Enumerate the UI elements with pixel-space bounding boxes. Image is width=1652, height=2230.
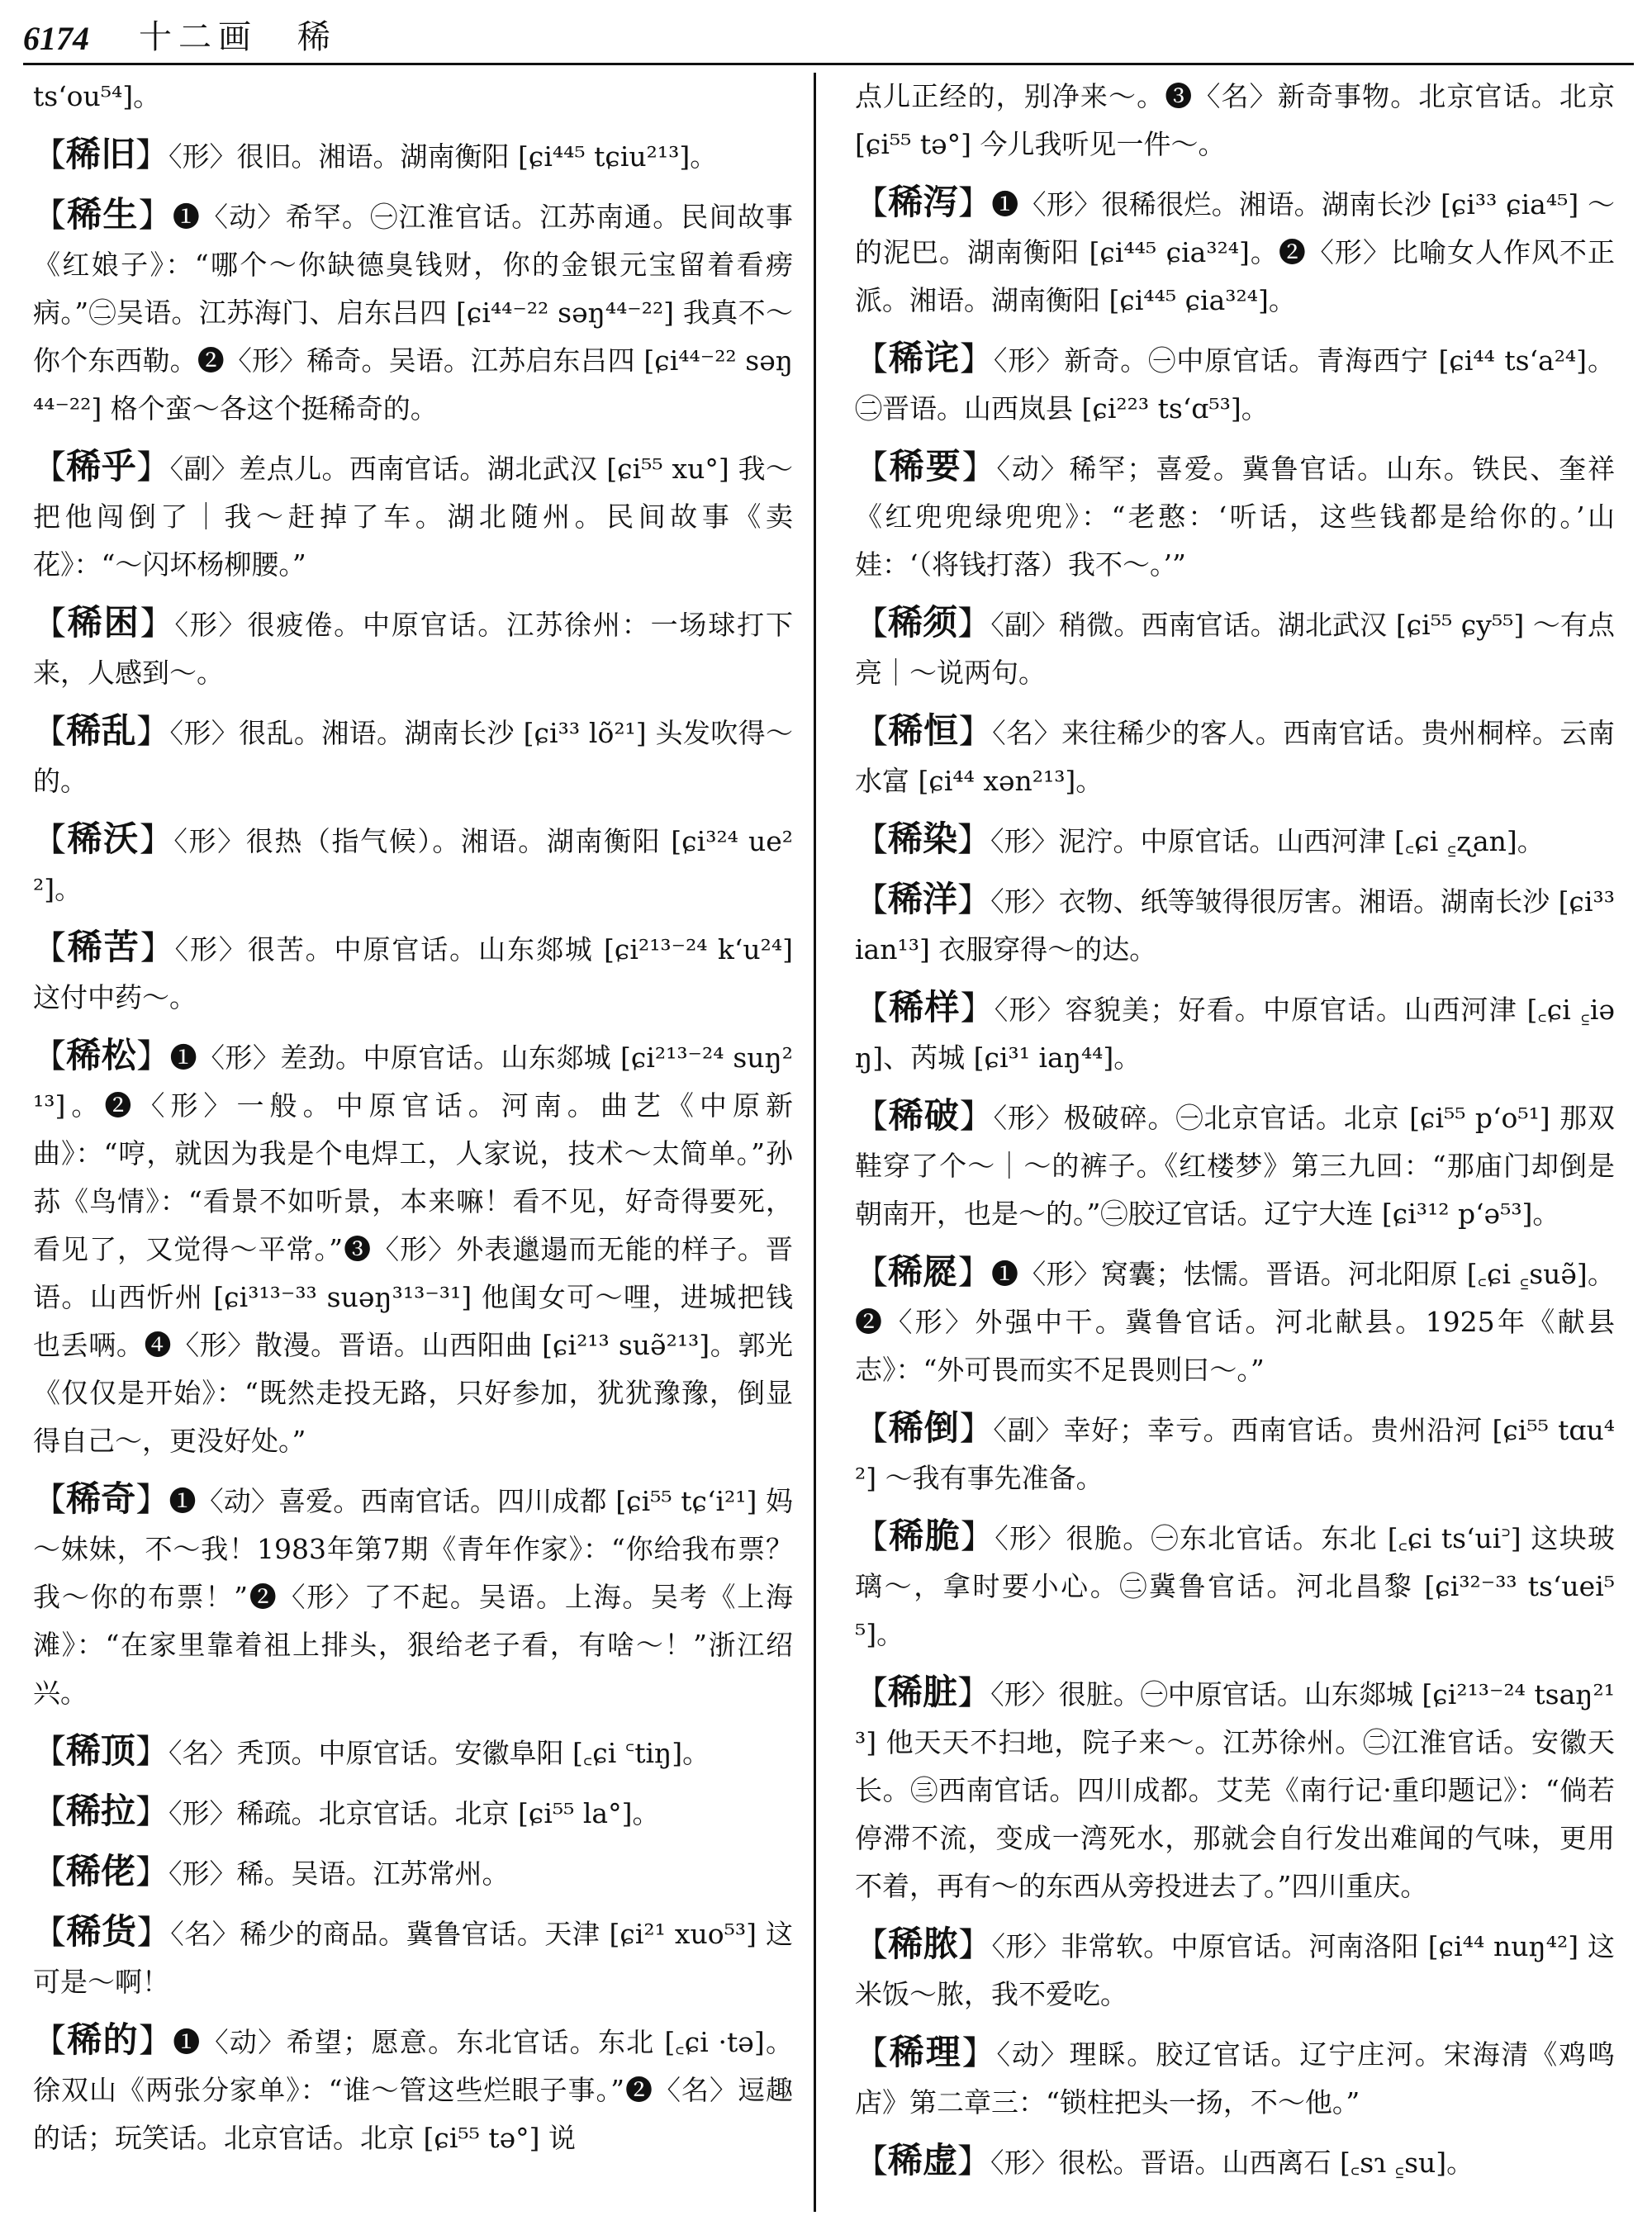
entry-definition: ❶〈形〉窝囊；怯懦。晋语。河北阳原 [꜀ɕi ꜁suə̃]。❷〈形〉外强中干。冀鲁官话。河北献县。1925年《献县志》：“外可畏而实不足畏则曰～。” bbox=[855, 1258, 1615, 1386]
entry-headword: 稀理 bbox=[889, 2032, 962, 2072]
bracket-open: 【 bbox=[855, 1254, 889, 1292]
bracket-close: 】 bbox=[135, 1853, 169, 1891]
bracket-close: 】 bbox=[138, 2022, 173, 2060]
entry-headword: 稀奇 bbox=[66, 1478, 136, 1519]
entry-headword: 稀脆 bbox=[889, 1516, 961, 1556]
entry-headword: 稀沃 bbox=[67, 818, 140, 859]
bracket-open: 【 bbox=[855, 1410, 889, 1448]
entry-definition: 〈副〉差点儿。西南官话。湖北武汉 [ɕi⁵⁵ xu°] 我～把他闯倒了｜我～赶掉了车。湖北随州。民间故事《卖花》：“～闪坏杨柳腰。” bbox=[33, 453, 793, 581]
entry-definition: ❶〈动〉希罕。㊀江淮官话。江苏南通。民间故事《红娘子》：“哪个～你缺德臭钱财，你的金银元宝留着看痨病。”㊁吴语。江苏海门、启东吕四 [ɕi⁴⁴⁻²² səŋ⁴⁴⁻²²] 我真不～你个东西勒。❷〈形〉稀奇。吴语。江苏启东吕四 [ɕi⁴⁴⁻²² səŋ⁴⁴⁻²²] 格个蛮～各这个挺稀奇的。 bbox=[33, 201, 793, 425]
entry-definition: 〈动〉理睬。胶辽官话。辽宁庄河。宋海清《鸡鸣店》第二章三：“锁柱把头一扬，不～他。” bbox=[855, 2038, 1615, 2118]
bracket-close: 】 bbox=[139, 821, 174, 859]
dictionary-entry bbox=[855, 984, 1615, 1082]
dictionary-entry: tsʻou⁵⁴]。 bbox=[33, 80, 161, 112]
bracket-close: 】 bbox=[140, 929, 175, 967]
bracket-close: 】 bbox=[135, 136, 169, 174]
bracket-close: 】 bbox=[957, 2142, 991, 2180]
entry-headword: 稀破 bbox=[888, 1095, 960, 1136]
entry-headword: 稀染 bbox=[888, 818, 958, 859]
bracket-close: 】 bbox=[959, 1410, 994, 1448]
dictionary-entry: 点儿正经的，别净来～。❸〈名〉新奇事物。北京官话。北京 [ɕi⁵⁵ tə°] 今儿我听见一件～。 bbox=[855, 80, 1615, 160]
entry-definition: 〈形〉很脏。㊀中原官话。山东郯城 [ɕi²¹³⁻²⁴ tsaŋ²¹³] 他天天不扫地，院子来～。江苏徐州。㊁江淮官话。安徽天长。㊂西南官话。四川成都。艾芜《南行记·重印题记》：“倘若停滞不流，变成一湾死水，那就会自行发出难闻的气味，更用不着，再有～的东西从旁投进去了。”四川重庆。 bbox=[855, 1678, 1615, 1902]
bracket-open: 【 bbox=[855, 1674, 889, 1712]
dictionary-entry bbox=[33, 1848, 793, 1898]
dictionary-entry bbox=[33, 923, 793, 1022]
bracket-open: 【 bbox=[33, 1914, 67, 1952]
entry-definition: 〈形〉稀疏。北京官话。北京 [ɕi⁵⁵ la°]。 bbox=[169, 1797, 660, 1829]
entry-definition: ❶〈形〉很稀很烂。湘语。湖南长沙 [ɕi³³ ɕia⁴⁵] ～的泥巴。湖南衡阳 [ɕi⁴⁴⁵ ɕia³²⁴]。❷〈形〉比喻女人作风不正派。湘语。湖南衡阳 [ɕi⁴⁴⁵ ɕia³²⁴]。 bbox=[855, 188, 1615, 316]
bracket-close: 】 bbox=[960, 1518, 995, 1556]
running-title: 十二画 稀 bbox=[139, 18, 337, 56]
bracket-close: 】 bbox=[135, 1793, 169, 1831]
dictionary-entry bbox=[33, 1032, 793, 1465]
entry-definition: ❶〈形〉差劲。中原官话。山东郯城 [ɕi²¹³⁻²⁴ suŋ²¹³]。❷〈形〉一般。中原官话。河南。曲艺《中原新曲》：“哼，就因为我是个电焊工，人家说，技术～太简单。”孙荪《鸟情》：“看景不如听景，本来嘛！看不见，好奇得要死，看见了，又觉得～平常。”❸〈形〉外表邋遢而无能的样子。晋语。山西忻州 [ɕi³¹³⁻³³ suəŋ³¹³⁻³¹] 他闺女可～哩，进城把钱也丢唡。❹〈形〉散漫。晋语。山西阳曲 [ɕi²¹³ suə̃²¹³]。郭光《仅仅是开始》：“既然走投无路，只好参加，犹犹豫豫，倒显得自己～，更没好处。” bbox=[33, 1041, 793, 1457]
entry-definition: 〈形〉很乱。湘语。湖南长沙 [ɕi³³ lõ²¹] 头发吹得～的。 bbox=[33, 717, 793, 797]
bracket-open: 【 bbox=[33, 1481, 67, 1519]
right-column bbox=[855, 73, 1615, 2220]
dictionary-entry bbox=[855, 815, 1615, 866]
bracket-open: 【 bbox=[855, 340, 889, 378]
dictionary-entry bbox=[33, 443, 793, 589]
entry-definition: 〈形〉很脆。㊀东北官话。东北 [꜀ɕi tsʻui꜄] 这块玻璃～，拿时要小心。㊁冀鲁官话。河北昌黎 [ɕi³²⁻³³ tsʻuei⁵⁵]。 bbox=[855, 1522, 1615, 1650]
entry-definition: 〈形〉很松。晋语。山西离石 [꜀sɿ ꜁su]。 bbox=[990, 2147, 1474, 2179]
bracket-close: 】 bbox=[961, 2034, 997, 2072]
bracket-open: 【 bbox=[33, 929, 68, 967]
dictionary-entry bbox=[33, 707, 793, 805]
dictionary-entry bbox=[855, 1668, 1615, 1910]
bracket-open: 【 bbox=[855, 1098, 889, 1136]
dictionary-entry bbox=[33, 1727, 793, 1777]
bracket-open: 【 bbox=[33, 136, 66, 174]
dictionary-entry bbox=[855, 1404, 1615, 1502]
entry-headword: 稀脏 bbox=[888, 1672, 958, 1712]
bracket-open: 【 bbox=[855, 184, 889, 222]
entry-headword: 稀佬 bbox=[66, 1851, 136, 1891]
entry-definition: ❶〈动〉喜爱。西南官话。四川成都 [ɕi⁵⁵ tɕʻi²¹] 妈～妹妹，不～我！1983年第7期《青年作家》：“你给我布票？我～你的布票！”❷〈形〉了不起。吴语。上海。吴考《上海滩》：“在家里靠着祖上排头，狠给老子看，有啥～！”浙江绍兴。 bbox=[33, 1485, 793, 1709]
entry-definition: 〈形〉泥泞。中原官话。山西河津 [꜀ɕi ꜁ʐan]。 bbox=[990, 825, 1545, 857]
entry-headword: 稀虚 bbox=[888, 2140, 958, 2180]
entry-headword: 稀乎 bbox=[66, 446, 137, 486]
bracket-open: 【 bbox=[855, 605, 889, 643]
bracket-open: 【 bbox=[33, 1853, 66, 1891]
entry-definition: ❶〈动〉希望；愿意。东北官话。东北 [꜀ɕi ·tə]。徐双山《两张分家单》：“谁～管这些烂眼子事。”❷〈名〉逗趣的话；玩笑话。北京官话。北京 [ɕi⁵⁵ tə°] 说 bbox=[33, 2026, 793, 2154]
entry-headword: 稀旧 bbox=[66, 134, 136, 174]
dictionary-entry bbox=[855, 875, 1615, 974]
entry-definition: 〈形〉极破碎。㊀北京官话。北京 [ɕi⁵⁵ pʻo⁵¹] 那双鞋穿了个～｜～的裤子。《红楼梦》第三九回：“那庙门却倒是朝南开，也是～的。”㊁胶辽官话。辽宁大连 [ɕi³¹² pʻə⁵³]。 bbox=[855, 1102, 1615, 1230]
entry-headword: 稀倒 bbox=[888, 1407, 960, 1448]
entry-headword: 稀松 bbox=[66, 1035, 137, 1075]
bracket-open: 【 bbox=[855, 1926, 889, 1964]
bracket-close: 】 bbox=[136, 1037, 170, 1075]
entry-headword: 稀的 bbox=[67, 2019, 139, 2060]
entry-headword: 稀困 bbox=[67, 602, 140, 643]
column-divider bbox=[814, 73, 816, 2212]
entry-definition: 〈名〉秃顶。中原官话。安徽阜阳 [꜀ɕi ꜂tiŋ]。 bbox=[169, 1737, 710, 1769]
entry-definition: 〈形〉新奇。㊀中原官话。青海西宁 [ɕi⁴⁴ tsʻa²⁴]。㊁晋语。山西岚县 [ɕi²²³ tsʻɑ⁵³]。 bbox=[855, 344, 1615, 425]
bracket-open: 【 bbox=[33, 197, 68, 235]
bracket-close: 】 bbox=[135, 1733, 169, 1771]
bracket-close: 】 bbox=[957, 881, 991, 919]
bracket-close: 】 bbox=[957, 1674, 991, 1712]
entry-definition: 〈形〉非常软。中原官话。河南洛阳 [ɕi⁴⁴ nuŋ⁴²] 这米饭～脓，我不爱吃。 bbox=[855, 1930, 1615, 2010]
dictionary-entry bbox=[855, 1092, 1615, 1238]
bracket-open: 【 bbox=[33, 821, 68, 859]
bracket-close: 】 bbox=[138, 197, 173, 235]
dictionary-entry bbox=[855, 1512, 1615, 1658]
bracket-close: 】 bbox=[140, 605, 175, 643]
bracket-open: 【 bbox=[33, 1733, 66, 1771]
dictionary-entry bbox=[855, 2028, 1615, 2127]
dictionary-entry bbox=[33, 815, 793, 913]
bracket-close: 】 bbox=[136, 1914, 171, 1952]
entry-headword: 稀样 bbox=[889, 987, 961, 1027]
bracket-close: 】 bbox=[957, 1254, 991, 1292]
bracket-open: 【 bbox=[855, 2034, 890, 2072]
entry-definition: 〈副〉稍微。西南官话。湖北武汉 [ɕi⁵⁵ ɕy⁵⁵] ～有点亮｜～说两句。 bbox=[855, 609, 1615, 689]
entry-headword: 稀恒 bbox=[888, 710, 959, 751]
entry-headword: 稀货 bbox=[66, 1911, 137, 1952]
bracket-open: 【 bbox=[855, 1518, 890, 1556]
entry-definition: 〈名〉来往稀少的客人。西南官话。贵州桐梓。云南水富 [ɕi⁴⁴ xən²¹³]。 bbox=[855, 717, 1615, 797]
bracket-open: 【 bbox=[855, 448, 890, 486]
entry-definition: 〈名〉稀少的商品。冀鲁官话。天津 [ɕi²¹ xuo⁵³] 这可是～啊！ bbox=[33, 1918, 793, 1998]
dictionary-entry bbox=[855, 2137, 1615, 2187]
dictionary-entry bbox=[855, 1248, 1615, 1394]
bracket-close: 】 bbox=[957, 605, 991, 643]
entry-headword: 稀顶 bbox=[66, 1730, 136, 1771]
entry-headword: 稀脓 bbox=[888, 1924, 959, 1964]
dictionary-entry bbox=[33, 1475, 793, 1717]
entry-definition: 〈形〉衣物、纸等皱得很厉害。湘语。湖南长沙 [ɕi³³ ian¹³] 衣服穿得～的达。 bbox=[855, 885, 1615, 966]
bracket-open: 【 bbox=[33, 2022, 68, 2060]
entry-headword: 稀㞞 bbox=[888, 1251, 958, 1292]
dictionary-entry bbox=[33, 1908, 793, 2006]
bracket-open: 【 bbox=[33, 713, 67, 751]
entry-headword: 稀要 bbox=[889, 446, 962, 486]
entry-definition: 〈形〉稀。吴语。江苏常州。 bbox=[169, 1858, 510, 1890]
bracket-close: 】 bbox=[959, 340, 994, 378]
dictionary-entry bbox=[855, 334, 1615, 433]
entry-headword: 稀诧 bbox=[888, 338, 960, 378]
bracket-open: 【 bbox=[855, 881, 889, 919]
left-column bbox=[33, 73, 793, 2220]
bracket-open: 【 bbox=[855, 989, 890, 1027]
bracket-open: 【 bbox=[33, 1037, 67, 1075]
dictionary-entry bbox=[33, 130, 793, 181]
entry-headword: 稀洋 bbox=[888, 879, 958, 919]
bracket-open: 【 bbox=[855, 821, 888, 859]
entry-headword: 稀生 bbox=[67, 194, 139, 235]
bracket-open: 【 bbox=[33, 1793, 66, 1831]
bracket-open: 【 bbox=[33, 448, 67, 486]
bracket-close: 】 bbox=[957, 821, 991, 859]
page-header bbox=[23, 15, 1634, 65]
bracket-close: 】 bbox=[136, 713, 170, 751]
bracket-close: 】 bbox=[959, 1098, 994, 1136]
dictionary-entry bbox=[33, 1787, 793, 1838]
entry-definition: 〈形〉很疲倦。中原官话。江苏徐州：一场球打下来，人感到～。 bbox=[33, 609, 793, 689]
entry-headword: 稀泻 bbox=[888, 182, 958, 222]
entry-definition: 〈形〉容貌美；好看。中原官话。山西河津 [꜀ɕi ꜁iəŋ]、芮城 [ɕi³¹ iaŋ⁴⁴]。 bbox=[855, 994, 1615, 1074]
entry-definition: 〈副〉幸好；幸亏。西南官话。贵州沿河 [ɕi⁵⁵ tɑu⁴²] ～我有事先准备。 bbox=[855, 1414, 1615, 1494]
entry-definition: 〈形〉很苦。中原官话。山东郯城 [ɕi²¹³⁻²⁴ kʻu²⁴] 这付中药～。 bbox=[33, 933, 793, 1013]
entry-headword: 稀苦 bbox=[67, 927, 140, 967]
bracket-close: 】 bbox=[958, 1926, 992, 1964]
bracket-close: 】 bbox=[135, 1481, 169, 1519]
bracket-open: 【 bbox=[33, 605, 68, 643]
bracket-open: 【 bbox=[855, 2142, 888, 2180]
entry-headword: 稀乱 bbox=[66, 710, 137, 751]
dictionary-entry bbox=[855, 707, 1615, 805]
bracket-close: 】 bbox=[957, 184, 992, 222]
dictionary-entry bbox=[855, 443, 1615, 589]
dictionary-entry bbox=[855, 599, 1615, 697]
bracket-close: 】 bbox=[961, 448, 997, 486]
dictionary-entry bbox=[855, 178, 1615, 325]
dictionary-entry bbox=[33, 191, 793, 433]
dictionary-entry bbox=[33, 2016, 793, 2162]
bracket-close: 】 bbox=[960, 989, 995, 1027]
bracket-close: 】 bbox=[136, 448, 170, 486]
entry-definition: 〈形〉很旧。湘语。湖南衡阳 [ɕi⁴⁴⁵ tɕiu²¹³]。 bbox=[169, 140, 718, 173]
dictionary-entry bbox=[855, 1920, 1615, 2019]
entry-headword: 稀拉 bbox=[66, 1791, 136, 1831]
entry-headword: 稀须 bbox=[888, 602, 958, 643]
entry-definition: 〈形〉很热（指气候）。湘语。湖南衡阳 [ɕi³²⁴ ue²²]。 bbox=[33, 825, 793, 905]
dictionary-entry bbox=[33, 599, 793, 697]
bracket-close: 】 bbox=[958, 713, 993, 751]
entry-definition: 〈动〉稀罕；喜爱。冀鲁官话。山东。铁民、奎祥《红兜兜绿兜兜》：“老憨：‘听话，这些钱都是给你的。’山娃：‘（将钱打落）我不～。’” bbox=[855, 453, 1615, 581]
page-number: 6174 bbox=[23, 20, 89, 57]
bracket-open: 【 bbox=[855, 713, 889, 751]
